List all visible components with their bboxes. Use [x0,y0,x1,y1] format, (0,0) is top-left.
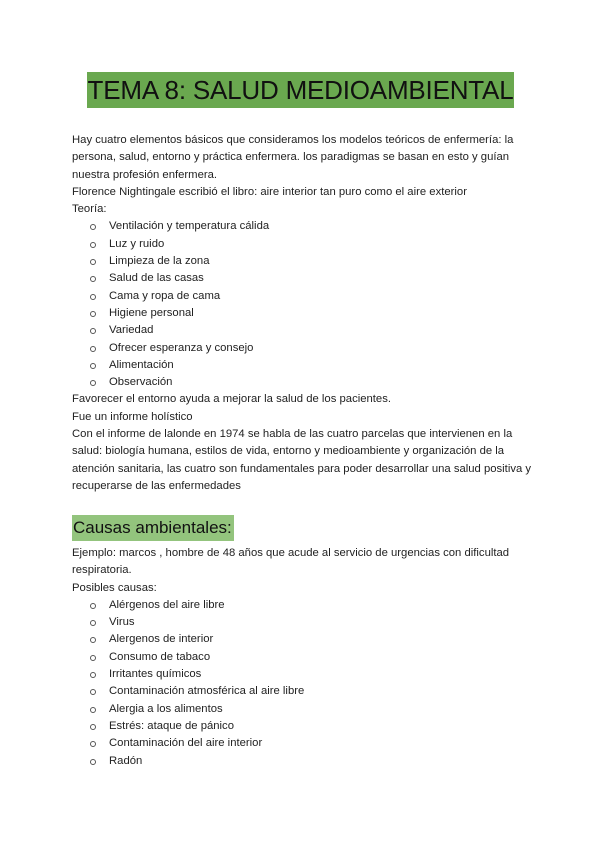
list-item: Ofrecer esperanza y consejo [72,340,542,357]
section-intro [72,132,542,495]
holistic-paragraph: Fue un informe holístico [72,410,193,423]
lalonde-paragraph: Con el informe de lalonde en 1974 se habla de las cuatro parcelas que intervienen en la salud: biología humana, estilos de vida, entorno y medioambiente y organización de la atención sanitaria, las cuatro son fundamentales para poder desarrollar una salud positiva y recuperarse de las enfermedades [72,428,532,492]
theory-label: Teoría: [72,203,107,216]
intro-paragraph: Hay cuatro elementos básicos que consideramos los modelos teóricos de enfermería: la persona, salud, entorno y práctica enfermera. los paradigmas se basan en esto y guían nuestra profesión enfermera. [72,134,514,181]
theory-list [72,218,542,391]
causes-label: Posibles causas: [72,581,157,594]
list-item: Ventilación y temperatura cálida [72,218,542,235]
list-item: Contaminación atmosférica al aire libre [72,683,542,700]
list-item: Irritantes químicos [72,666,542,683]
list-item: Limpieza de la zona [72,253,542,270]
favor-paragraph: Favorecer el entorno ayuda a mejorar la salud de los pacientes. [72,393,392,406]
page-title: TEMA 8: SALUD MEDIOAMBIENTAL [87,72,514,108]
list-item: Virus [72,614,542,631]
list-item: Alergenos de interior [72,631,542,648]
list-item: Alergia a los alimentos [72,701,542,718]
list-item: Higiene personal [72,305,542,322]
list-item: Alimentación [72,357,542,374]
list-item: Cama y ropa de cama [72,288,542,305]
list-item: Luz y ruido [72,236,542,253]
section-heading-causas: Causas ambientales: [72,515,234,541]
nightingale-paragraph: Florence Nightingale escribió el libro: aire interior tan puro como el aire exterior [72,185,467,198]
list-item: Consumo de tabaco [72,649,542,666]
causes-list [72,597,542,770]
list-item: Salud de las casas [72,270,542,287]
list-item: Radón [72,753,542,770]
list-item: Contaminación del aire interior [72,735,542,752]
list-item: Variedad [72,322,542,339]
example-paragraph: Ejemplo: marcos , hombre de 48 años que acude al servicio de urgencias con dificultad respiratoria. [72,547,510,577]
section-causes [72,545,542,770]
list-item: Estrés: ataque de pánico [72,718,542,735]
list-item: Alérgenos del aire libre [72,597,542,614]
list-item: Observación [72,374,542,391]
